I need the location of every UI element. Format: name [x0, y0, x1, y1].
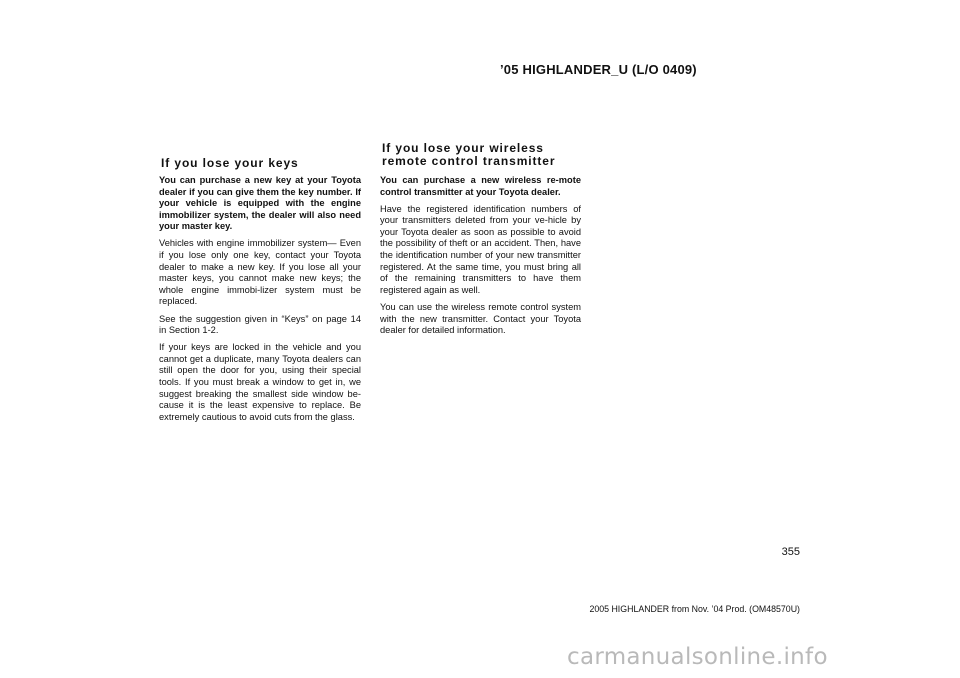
lost-transmitter-paragraph-use: You can use the wireless remote control system with the new transmitter. Contact your Toyota dealer for detailed information. — [380, 301, 581, 336]
lost-keys-paragraph-immobilizer: Vehicles with engine immobilizer system— Even if you lose only one key, contact your Toyota dealer to make a new key. If you lose all your master keys, you cannot make new keys; the whole engine immobi-lizer system must be replaced. — [159, 238, 361, 307]
section-heading-lost-keys: If you lose your keys — [161, 156, 299, 170]
watermark-text: carmanualsonline.info — [567, 644, 828, 670]
heading-line-1: If you lose your wireless — [382, 141, 544, 155]
lost-keys-paragraph-reference: See the suggestion given in “Keys” on page 14 in Section 1-2. — [159, 313, 361, 336]
page-number: 355 — [781, 546, 800, 558]
right-column-body — [380, 175, 581, 342]
lost-transmitter-intro: You can purchase a new wireless re-mote control transmitter at your Toyota dealer. — [380, 175, 581, 197]
heading-line-2: remote control transmitter — [382, 154, 556, 168]
document-header: ’05 HIGHLANDER_U (L/O 0409) — [500, 62, 697, 77]
lost-keys-intro: You can purchase a new key at your Toyota dealer if you can give them the key number. If your vehicle is equipped with the engine immobilizer system, the dealer will also need your master key. — [159, 175, 361, 232]
lost-keys-paragraph-locked-in: If your keys are locked in the vehicle and you cannot get a duplicate, many Toyota dealers can still open the door for you, using their special tools. If you must break a window to get in, we suggest breaking the smallest side window be-cause it is the least expensive to replace. Be extremely cautious to avoid cuts from the glass. — [159, 342, 361, 422]
section-heading-lost-transmitter — [382, 142, 602, 168]
left-column-body — [159, 175, 361, 429]
document-footer: 2005 HIGHLANDER from Nov. ’04 Prod. (OM48570U) — [589, 604, 800, 614]
lost-transmitter-paragraph-register: Have the registered identification numbers of your transmitters deleted from your ve-hicle by your Toyota dealer as soon as possible to avoid the possibility of theft or an accident. Then, have the identification number of your new transmitter registered. At the same time, you must bring all of the remaining transmitters to have them registered again as well. — [380, 203, 581, 295]
